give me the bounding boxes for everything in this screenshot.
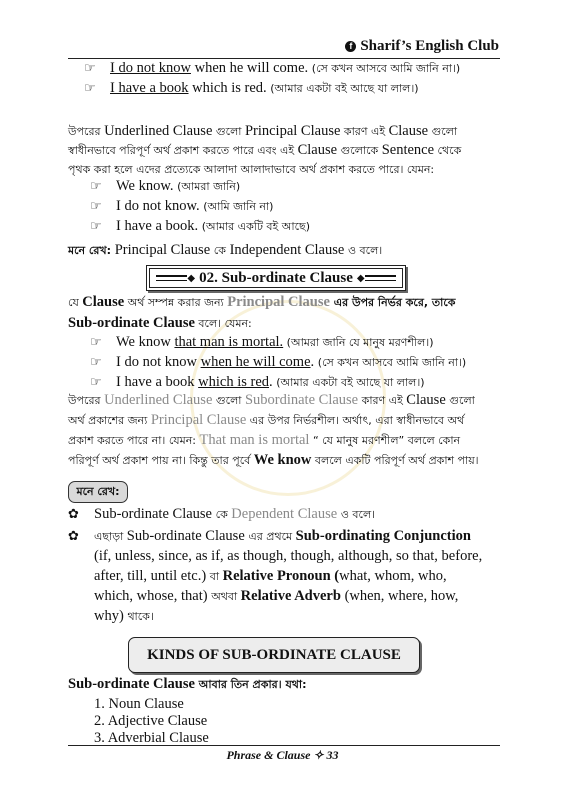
facebook-icon: f: [345, 41, 356, 52]
definition-line-1: যে Clause অর্থ সম্পন্ন করার জন্য Principal Clause এর উপর নির্ভর করে, তাকে: [68, 294, 456, 310]
header-rule: [68, 58, 500, 59]
pointing-hand-icon: ☞: [84, 61, 96, 76]
kinds-item: 1. Noun Clause: [94, 696, 184, 712]
kinds-title: KINDS OF SUB-ORDINATE CLAUSE: [147, 646, 401, 663]
diamond-icon: ◆: [356, 272, 365, 284]
bullet-2-line-4: which, whose, that) অথবা Relative Adverb (when, where, how,: [94, 588, 459, 604]
para2-line-4: পরিপূর্ণ অর্থ প্রকাশ পায় না। কিন্তু তার পূর্বে We know বললে একটি পরিপূর্ণ অর্থ প্রকাশ পায়।: [68, 452, 479, 468]
kinds-heading-box: [128, 637, 420, 673]
para1-line-1: উপরের Underlined Clause গুলো Principal Clause কারণ এই Clause গুলো: [68, 123, 458, 139]
section-title: 02. Sub-ordinate Clause: [199, 269, 353, 286]
example-line-1: [84, 60, 460, 79]
note-line: মনে রেখ: Principal Clause কে Independent Clause ও বলে।: [68, 242, 383, 258]
bullet-2-line-1: ✿ এছাড়া Sub-ordinate Clause এর প্রথমে Sub-ordinating Conjunction: [68, 528, 471, 544]
pointing-hand-icon: ☞: [90, 219, 102, 234]
example-underlined: I do not know: [110, 60, 191, 76]
bullet-2-line-2: (if, unless, since, as if, as though, though, although, so that, before,: [94, 548, 483, 564]
brand-name: Sharif’s English Club: [360, 38, 499, 54]
section-heading-box: [146, 265, 406, 291]
list1-item: ☞ I do not know. (আমি জানি না): [90, 198, 274, 214]
example-text: which is red.: [188, 80, 271, 96]
pointing-hand-icon: ☞: [90, 375, 102, 390]
page-footer: Phrase & Clause ✧ 33: [226, 748, 339, 762]
example-text: when he will come.: [190, 60, 312, 76]
kinds-item: 2. Adjective Clause: [94, 713, 208, 729]
kinds-item: 3. Adverbial Clause: [94, 730, 209, 746]
example-underlined: I have a book: [110, 80, 189, 96]
heading-rule-right: [365, 275, 396, 281]
para1-line-3: পৃথক করা হলে এদের প্রত্যেকে আলাদা আলাদাভাবে অর্থ প্রকাশ করতে পারে। যেমন:: [68, 163, 435, 176]
para2-line-2: অর্থ প্রকাশের জন্য Principal Clause এর উপর নির্ভরশীল। অর্থাৎ, এরা স্বাধীনভাবে অর্থ: [68, 412, 465, 428]
bullet-2-line-3: after, till, until etc.) বা Relative Pronoun (what, whom, who,: [94, 568, 447, 584]
list1-item: ☞ We know. (আমরা জানি): [90, 178, 241, 194]
header-brand: [345, 38, 499, 55]
gear-bullet-icon: ✿: [68, 529, 79, 544]
pointing-hand-icon: ☞: [90, 179, 102, 194]
gear-bullet-icon: ✿: [68, 507, 79, 522]
list2-item: ☞ We know that man is mortal. (আমরা জানি যে মানুষ মরণশীল।): [90, 334, 434, 350]
para2-line-3: প্রকাশ করতে পারে না। যেমন: That man is mortal “ যে মানুষ মরণশীল” বললে কোন: [68, 432, 461, 448]
example-line-2: [84, 80, 419, 99]
bullet-1: ✿ Sub-ordinate Clause কে Dependent Clause ও বলে।: [68, 506, 376, 522]
pointing-hand-icon: ☞: [84, 81, 96, 96]
diamond-icon: ◆: [187, 272, 196, 284]
list1-item: ☞ I have a book. (আমার একটি বই আছে): [90, 218, 310, 234]
list2-item: ☞ I do not know when he will come. (সে কখন আসবে আমি জানি না।): [90, 354, 467, 370]
pointing-hand-icon: ☞: [90, 199, 102, 214]
list2-item: ☞ I have a book which is red. (আমার একটা বই আছে যা লাল।): [90, 374, 425, 390]
para2-line-1: উপরের Underlined Clause গুলো Subordinate Clause কারণ এই Clause গুলো: [68, 392, 475, 408]
pointing-hand-icon: ☞: [90, 335, 102, 350]
kinds-intro: Sub-ordinate Clause আবার তিন প্রকার। যথা:: [68, 676, 307, 692]
para1-line-2: স্বাধীনভাবে পরিপূর্ণ অর্থ প্রকাশ করতে পারে এবং এই Clause গুলোকে Sentence থেকে: [68, 142, 462, 158]
pointing-hand-icon: ☞: [90, 355, 102, 370]
example-translation: (সে কখন আসবে আমি জানি না।): [311, 62, 461, 75]
example-translation: (আমার একটা বই আছে যা লাল।): [270, 82, 419, 95]
remember-tag: মনে রেখ:: [68, 481, 128, 503]
bullet-2-line-5: why) থাকে।: [94, 608, 154, 624]
footer-rule: [68, 745, 500, 746]
definition-line-2: Sub-ordinate Clause বলে। যেমন:: [68, 315, 252, 331]
heading-rule-left: [156, 275, 187, 281]
